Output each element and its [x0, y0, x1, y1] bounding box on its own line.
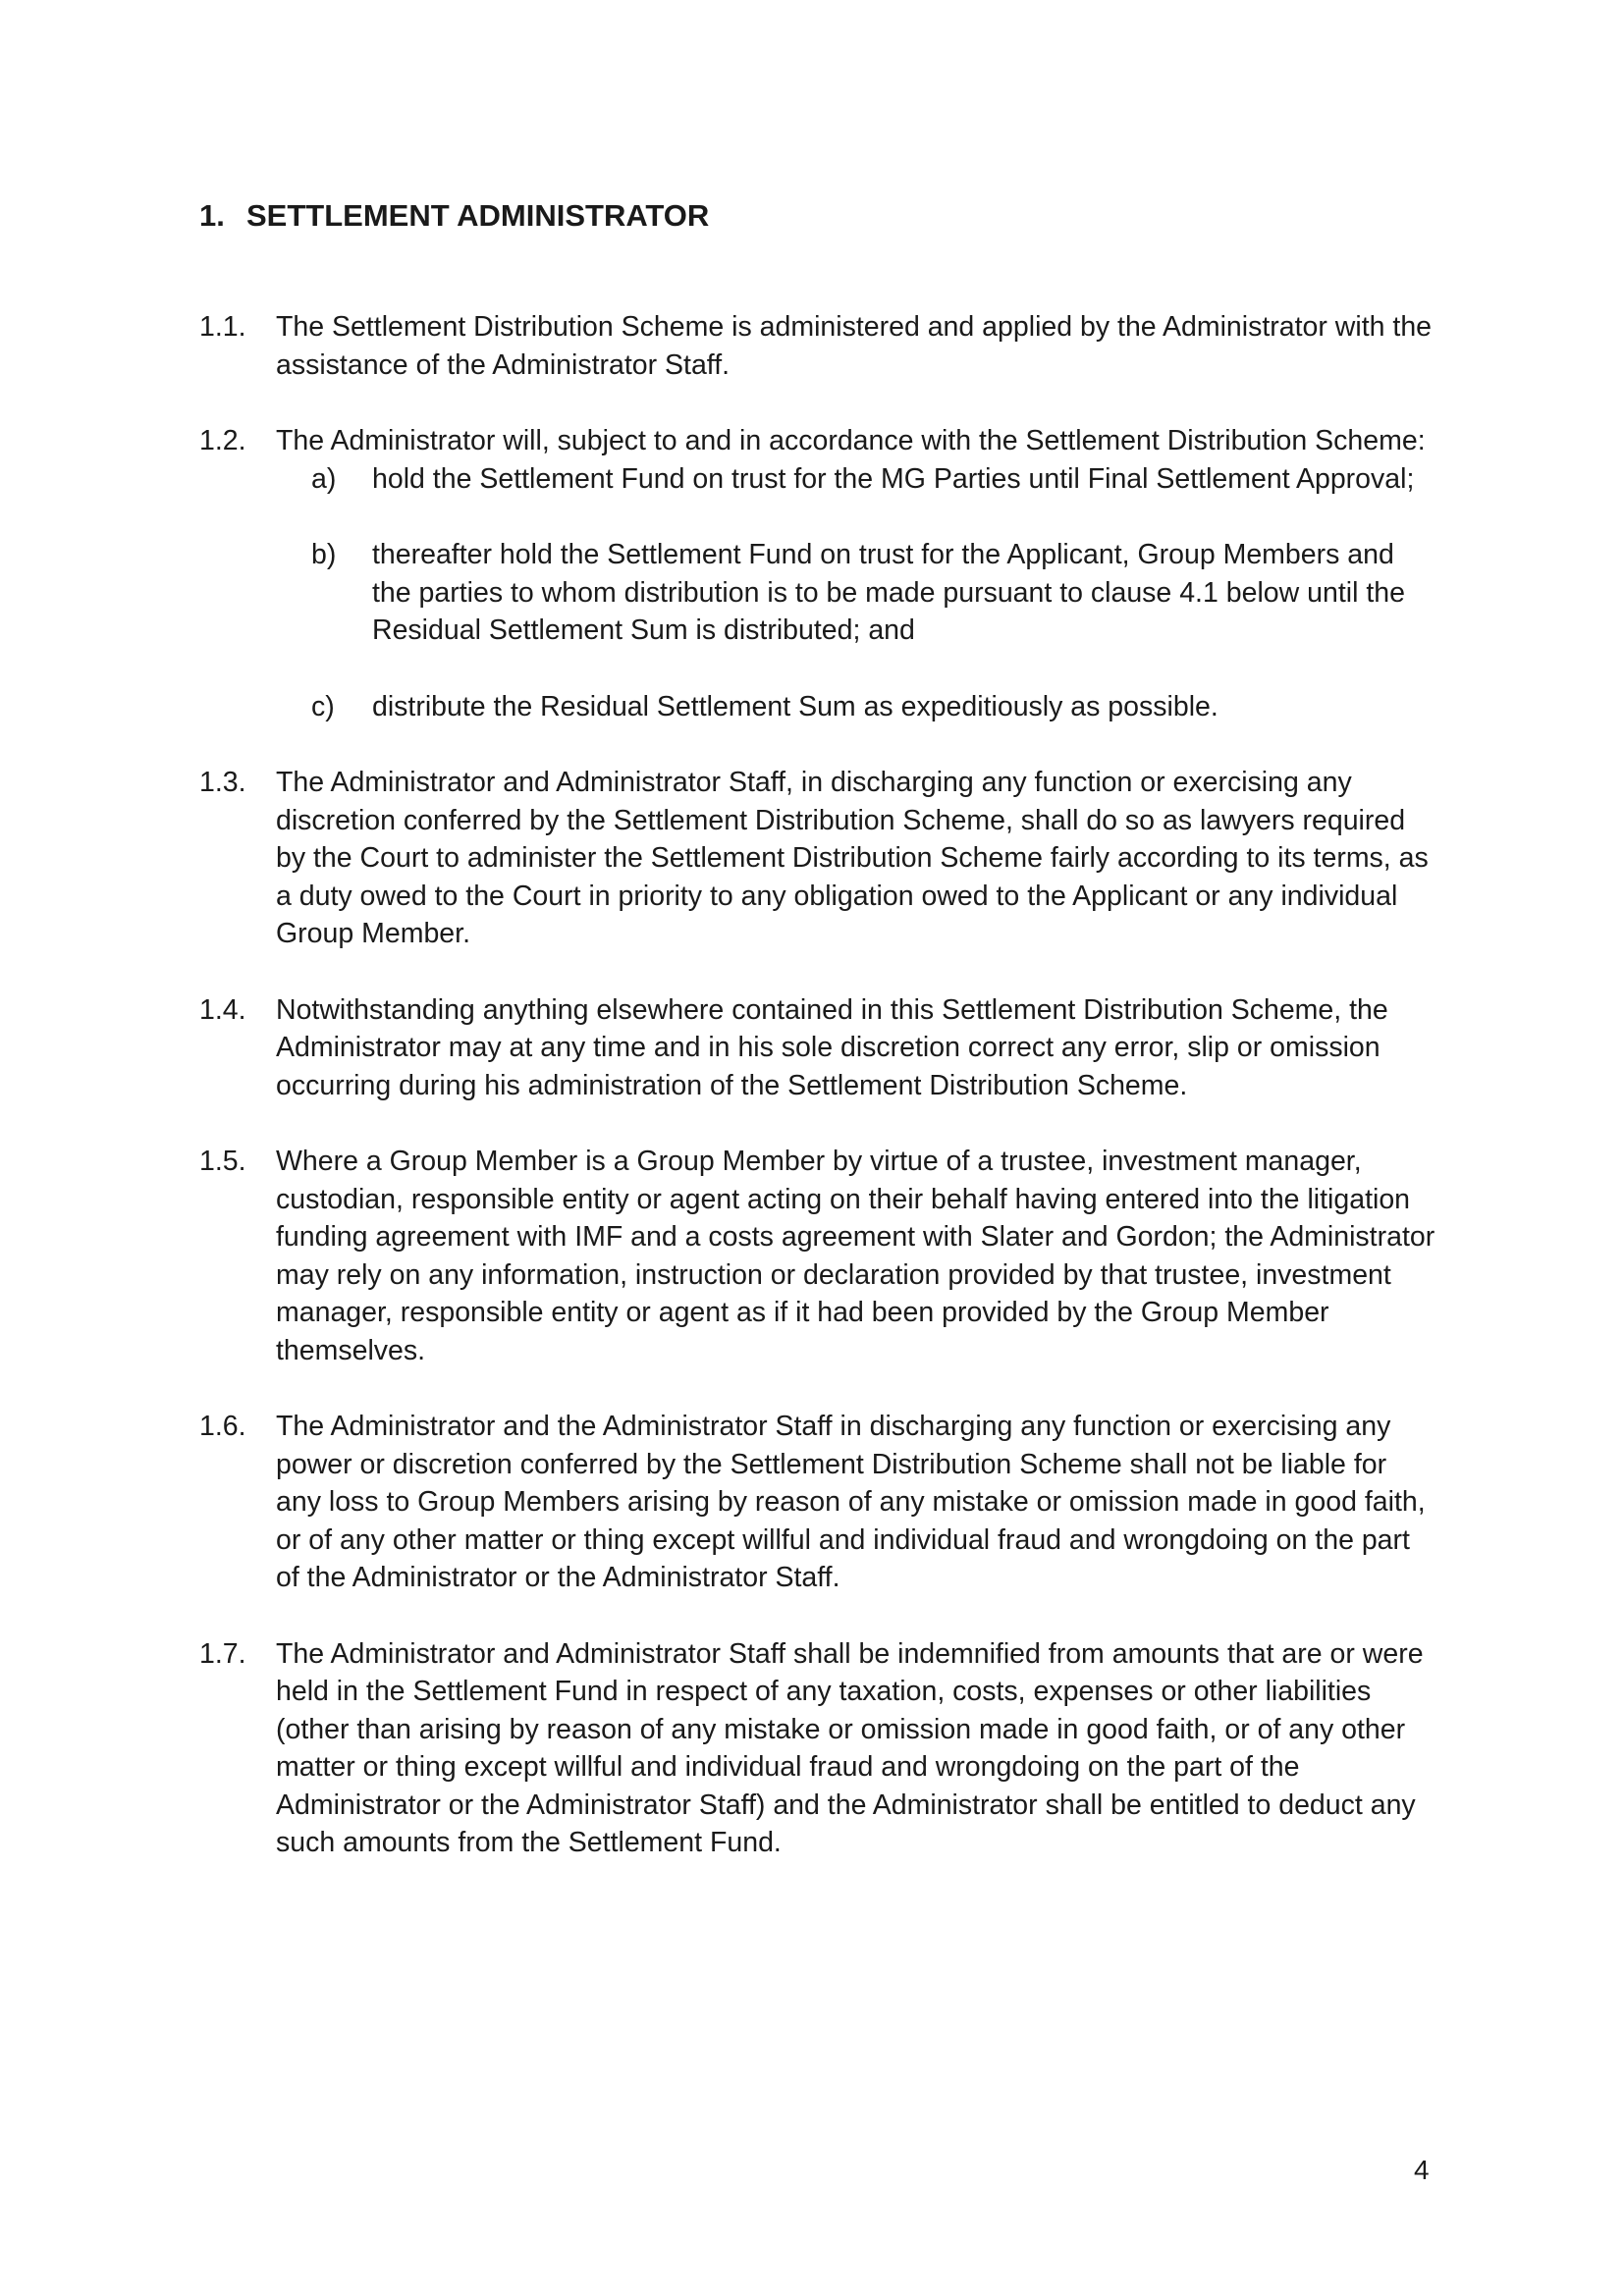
clause-1-5: [199, 1143, 1436, 1369]
clause-text: The Administrator and Administrator Staff, in discharging any function or exercising any discretion conferred by the Settlement Distribution Scheme, shall do so as lawyers required by the Court to administer the Settlement Distribution Scheme fairly according to its terms, as a duty owed to the Court in priority to any obligation owed to the Applicant or any individual Group Member.: [276, 767, 1429, 949]
section-number: 1.: [199, 198, 225, 233]
document-page: [199, 196, 1436, 1900]
clause-number: 1.2.: [199, 425, 246, 456]
clause-1-6: [199, 1408, 1436, 1597]
clause-number: 1.5.: [199, 1146, 246, 1177]
clause-body: [276, 422, 1436, 725]
sub-item-c: [311, 688, 1436, 726]
page-number: 4: [1414, 2155, 1430, 2185]
clause-1-1: [199, 308, 1436, 384]
clause-number: 1.4.: [199, 993, 246, 1026]
sub-item-letter: a): [311, 462, 337, 495]
clause-number: 1.1.: [199, 311, 246, 343]
clause-number: 1.7.: [199, 1637, 246, 1670]
clause-1-7: [199, 1635, 1436, 1862]
clause-1-2: [199, 422, 1436, 725]
clause-1-3: [199, 764, 1436, 953]
clause-text: The Administrator and the Administrator Staff in discharging any function or exercising any power or discretion conferred by the Settlement Distribution Scheme shall not be liable for any loss to Group Members arising by reason of any mistake or omission made in good faith, or of any other matter or thing except willful and individual fraud and wrongdoing on the part of the Administrator or the Administrator Staff.: [276, 1411, 1426, 1593]
sub-item-letter: c): [311, 690, 335, 722]
sub-item-b: [311, 536, 1436, 650]
sub-item-letter: b): [311, 539, 337, 570]
sub-item-text: distribute the Residual Settlement Sum as expeditiously as possible.: [372, 690, 1218, 722]
clause-text: The Settlement Distribution Scheme is administered and applied by the Administrator with the assistance of the Administrator Staff.: [276, 311, 1433, 381]
sub-item-text: hold the Settlement Fund on trust for the MG Parties until Final Settlement Approval;: [372, 462, 1415, 495]
section-title: SETTLEMENT ADMINISTRATOR: [246, 198, 710, 233]
clause-text: The Administrator and Administrator Staff shall be indemnified from amounts that are or were held in the Settlement Fund in respect of any taxation, costs, expenses or other liabilities (other than arising by reason of any mistake or omission made in good faith, or of any other matter or thing except willful and individual fraud and wrongdoing on the part of the Administrator or the Administrator Staff) and the Administrator shall be entitled to deduct any such amounts from the Settlement Fund.: [276, 1637, 1424, 1858]
clause-number: 1.3.: [199, 767, 246, 798]
clause-1-4: [199, 991, 1436, 1105]
sub-item-text: thereafter hold the Settlement Fund on trust for the Applicant, Group Members and the parties to whom distribution is to be made pursuant to clause 4.1 below until the Residual Settlement Sum is distributed; and: [372, 539, 1405, 646]
clause-text: Where a Group Member is a Group Member by virtue of a trustee, investment manager, custodian, responsible entity or agent acting on their behalf having entered into the litigation funding agreement with IMF and a costs agreement with Slater and Gordon; the Administrator may rely on any information, instruction or declaration provided by that trustee, investment manager, responsible entity or agent as if it had been provided by the Group Member themselves.: [276, 1146, 1435, 1366]
section-heading: [199, 196, 1436, 236]
clause-text: Notwithstanding anything elsewhere contained in this Settlement Distribution Scheme, the Administrator may at any time and in his sole discretion correct any error, slip or omission occurring during his administration of the Settlement Distribution Scheme.: [276, 993, 1388, 1101]
sub-item-a: [311, 460, 1436, 499]
clause-text: The Administrator will, subject to and in accordance with the Settlement Distribution Scheme:: [276, 425, 1426, 456]
clause-number: 1.6.: [199, 1411, 246, 1442]
